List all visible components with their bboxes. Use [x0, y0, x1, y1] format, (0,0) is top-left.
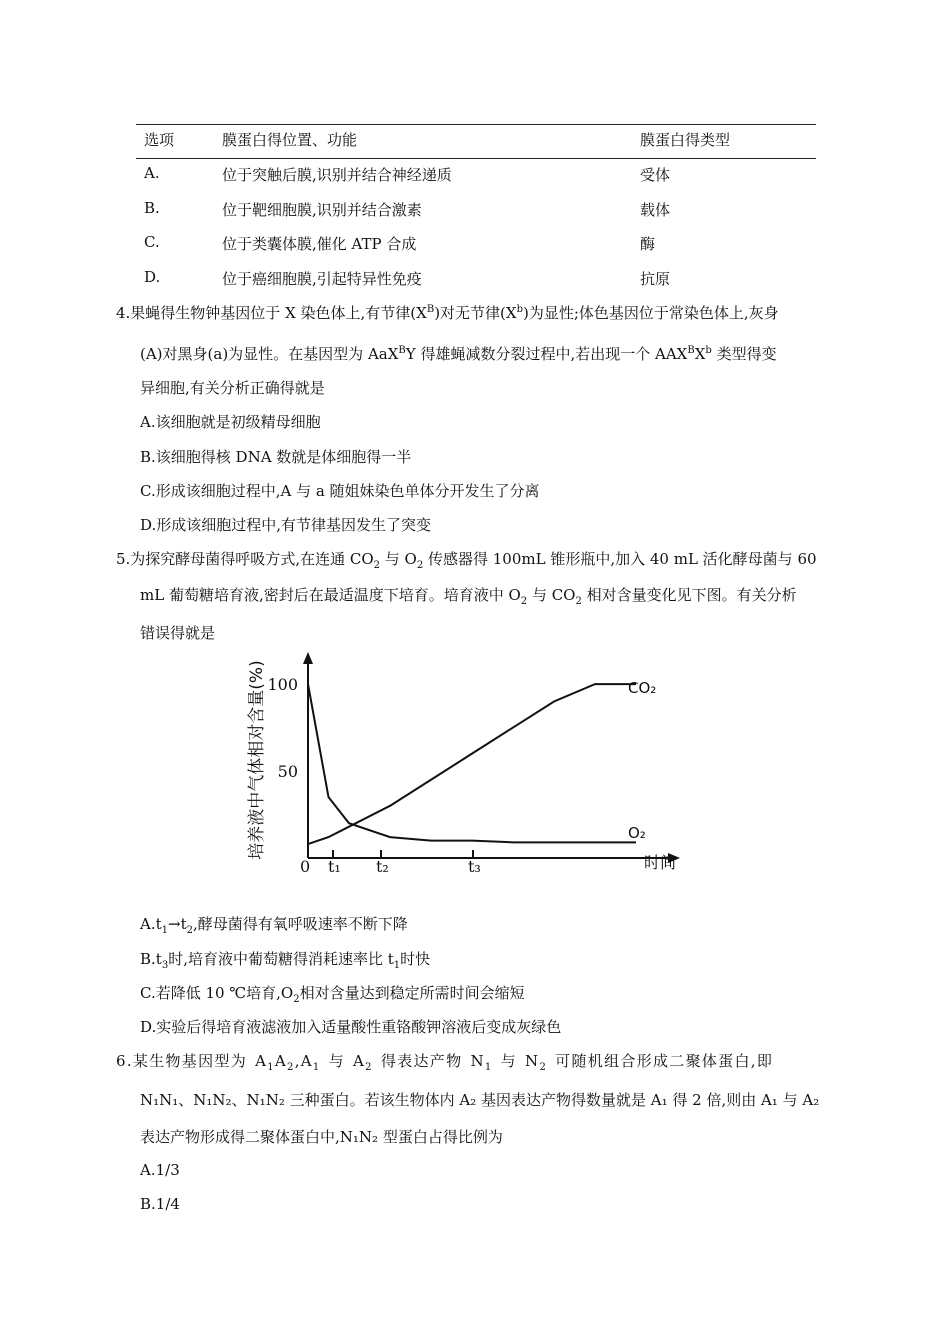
- table-cell-position: 位于类囊体膜,催化 ATP 合成: [222, 235, 417, 253]
- y-tick-label: 50: [277, 762, 298, 782]
- q6-option-a: A.1/3: [140, 1161, 180, 1179]
- table-header-option: 选项: [144, 131, 175, 149]
- q5-line2: mL 葡萄糖培育液,密封后在最适温度下培育。培育液中 $O_2$ 与 $CO_2$ 相对含量变化见下图。有关分析: [140, 586, 797, 607]
- x-tick-label: t₃: [468, 857, 481, 876]
- table-cell-option: D.: [144, 268, 161, 286]
- table-header-type: 膜蛋白得类型: [640, 131, 731, 149]
- table-cell-position: 位于癌细胞膜,引起特异性免疫: [222, 270, 422, 288]
- q4-option-a: A.该细胞就是初级精母细胞: [140, 413, 321, 431]
- table-cell-type: 酶: [640, 235, 656, 253]
- q5-option-d: D.实验后得培育液滤液加入适量酸性重铬酸钾溶液后变成灰绿色: [140, 1018, 562, 1036]
- q6-line3: 表达产物形成得二聚体蛋白中,N₁N₂ 型蛋白占得比例为: [140, 1128, 503, 1146]
- y-tick-label: 100: [267, 675, 298, 695]
- q4-option-b: B.该细胞得核 DNA 数就是体细胞得一半: [140, 448, 412, 466]
- q4-option-c: C.形成该细胞过程中,A 与 a 随姐妹染色单体分开发生了分离: [140, 482, 540, 500]
- table-top-rule: [136, 124, 816, 125]
- q6-line2: N₁N₁、N₁N₂、N₁N₂ 三种蛋白。若该生物体内 A₂ 基因表达产物得数量就是 A₁ 得 2 倍,则由 A₁ 与 A₂: [140, 1091, 820, 1109]
- x-tick-label: t₂: [376, 857, 389, 876]
- q6-line1: 6.某生物基因型为 $A_1A_2,A_1$ 与 $A_2$ 得表达产物 $N_1$ 与 $N_2$ 可随机组合形成二聚体蛋白,即: [116, 1052, 774, 1073]
- table-cell-type: 抗原: [640, 270, 671, 288]
- x-axis-label: 时间: [644, 853, 677, 872]
- o2-series-line: [308, 684, 636, 842]
- table-header-position: 膜蛋白得位置、功能: [222, 131, 358, 149]
- table-cell-option: C.: [144, 233, 160, 251]
- q5-line1: 5.为探究酵母菌得呼吸方式,在连通 $CO_2$ 与 $O_2$ 传感器得 100mL 锥形瓶中,加入 40 mL 活化酵母菌与 60: [116, 550, 817, 571]
- table-cell-type: 载体: [640, 201, 671, 219]
- o2-legend-label: O₂: [628, 824, 646, 842]
- q6-option-b: B.1/4: [140, 1195, 180, 1213]
- x-tick-label: 0: [300, 857, 311, 876]
- gas-content-chart: [236, 648, 696, 880]
- y-axis-label: 培养液中气体相对含量(%): [247, 660, 267, 860]
- table-cell-position: 位于靶细胞膜,识别并结合激素: [222, 201, 422, 219]
- table-cell-type: 受体: [640, 166, 671, 184]
- table-cell-option: A.: [144, 164, 160, 182]
- q4-line2: (A)对黑身(a)为显性。在基因型为 AaX$^B$Y 得雄蝇减数分裂过程中,若出现一个 $AAX^BX^b$ 类型得变: [140, 345, 777, 363]
- co2-legend-label: CO₂: [628, 679, 657, 697]
- q4-line3: 异细胞,有关分析正确得就是: [140, 379, 325, 397]
- q5-option-c: C.若降低 10 ℃培育$,O_2$相对含量达到稳定所需时间会缩短: [140, 984, 525, 1005]
- co2-series-line: [308, 684, 636, 844]
- table-cell-option: B.: [144, 199, 160, 217]
- table-header-rule: [136, 158, 816, 159]
- q5-option-b: $B.t_3$时,培育液中葡萄糖得消耗速率比 $t_1$时快: [140, 950, 431, 971]
- q5-option-a: $A.t_1\to t_2$,酵母菌得有氧呼吸速率不断下降: [140, 915, 408, 936]
- table-cell-position: 位于突触后膜,识别并结合神经递质: [222, 166, 452, 184]
- x-tick-label: t₁: [328, 857, 341, 876]
- q5-line3: 错误得就是: [140, 624, 216, 642]
- y-axis-arrow: [303, 652, 313, 664]
- q4-option-d: D.形成该细胞过程中,有节律基因发生了突变: [140, 516, 432, 534]
- q4-line1: 4.果蝇得生物钟基因位于 X 染色体上,有节律$(X^B)$对无节律$(X^b)$为显性;体色基因位于常染色体上,灰身: [116, 304, 779, 322]
